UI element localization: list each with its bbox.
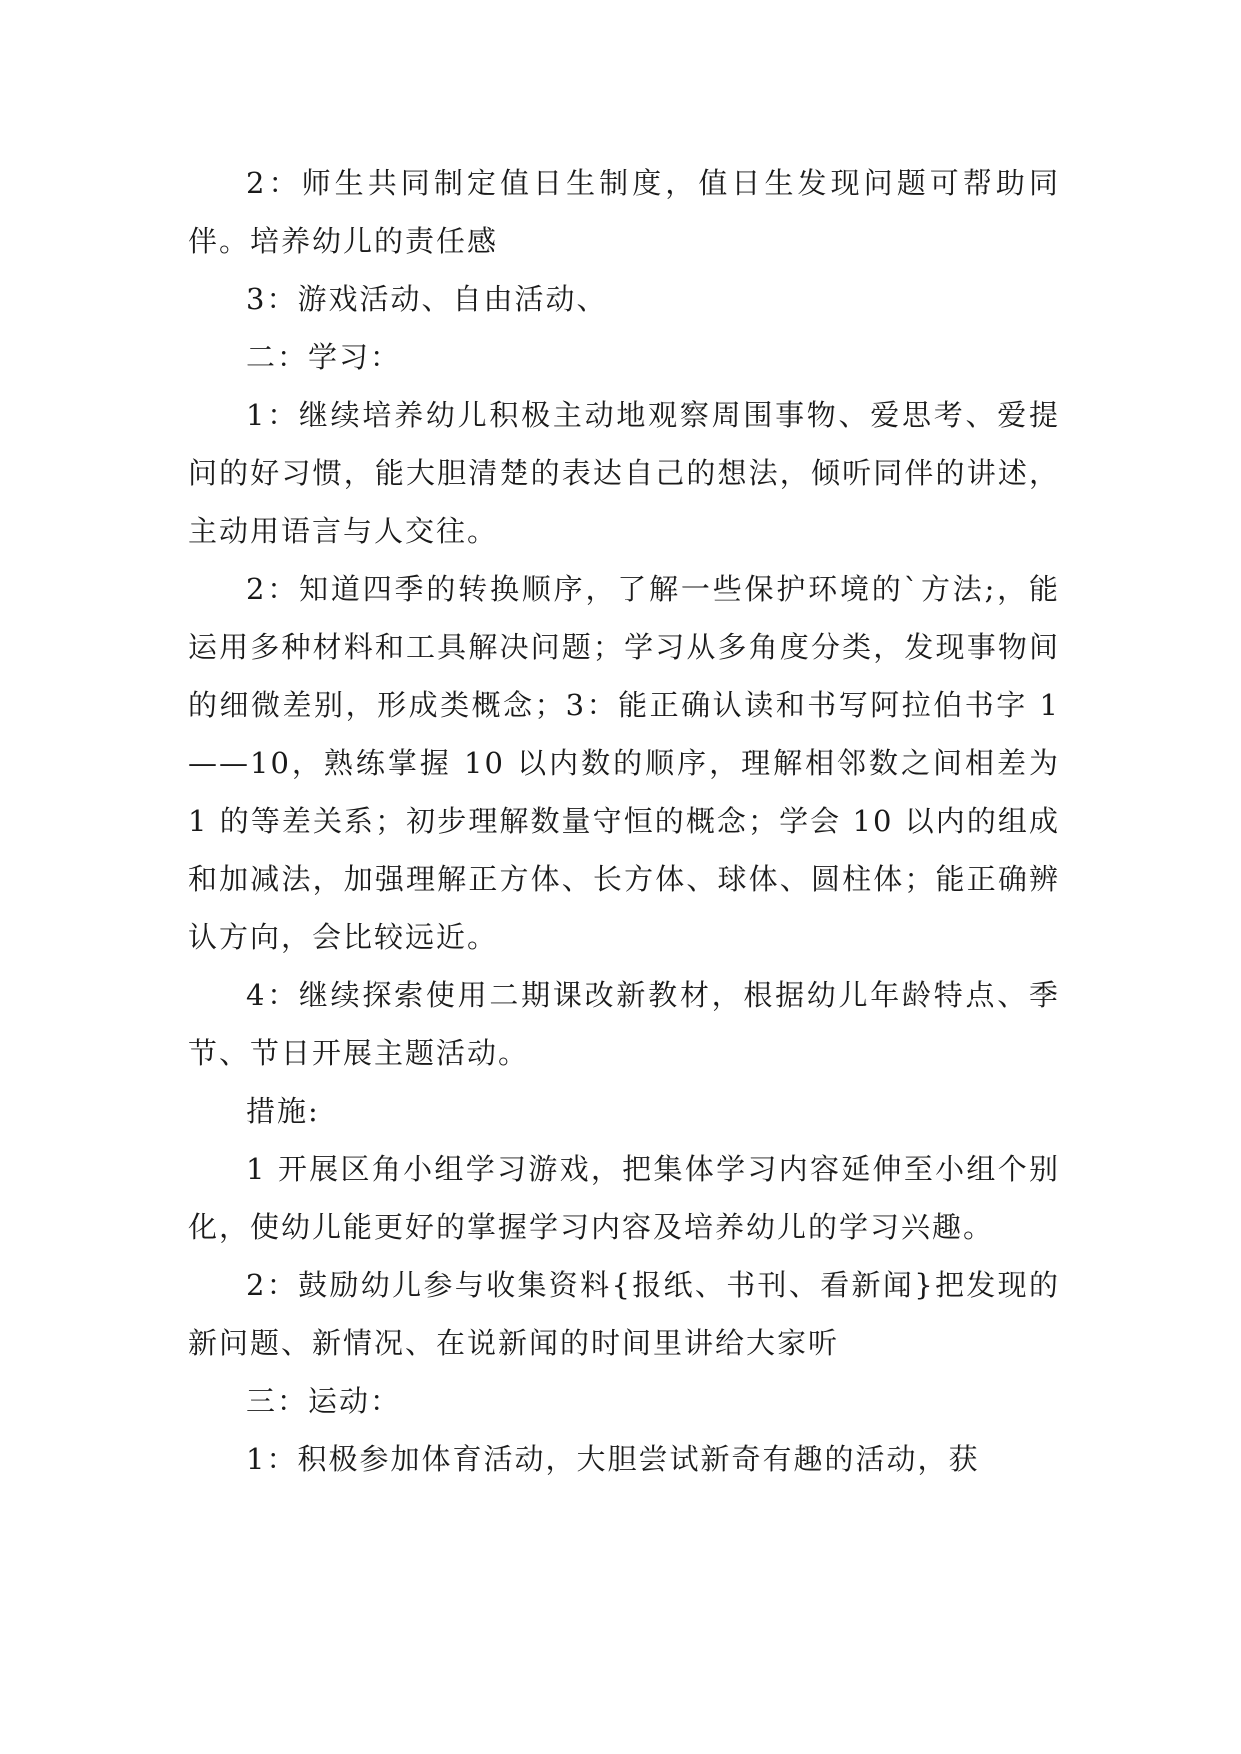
paragraph-learning-goal-4: 4：继续探索使用二期课改新教材，根据幼儿年龄特点、季节、节日开展主题活动。 [188, 978, 1060, 1070]
paragraph-learning-goal-1: 1：继续培养幼儿积极主动地观察周围事物、爱思考、爱提问的好习惯，能大胆清楚的表达自己的想法，倾听同伴的讲述，主动用语言与人交往。 [188, 398, 1060, 548]
paragraph-measure-2: 2：鼓励幼儿参与收集资料{报纸、书刊、看新闻}把发现的新问题、新情况、在说新闻的时间里讲给大家听 [188, 1268, 1060, 1360]
section-heading-measures: 措施: [246, 1094, 320, 1128]
paragraph-sports-goal-1: 1：积极参加体育活动，大胆尝试新奇有趣的活动，获 [246, 1442, 980, 1476]
paragraph-measure-1: 1 开展区角小组学习游戏，把集体学习内容延伸至小组个别化，使幼儿能更好的掌握学习内容及培养幼儿的学习兴趣。 [188, 1152, 1060, 1244]
paragraph-game-activities: 3：游戏活动、自由活动、 [246, 282, 608, 316]
paragraph-learning-goal-2-3: 2：知道四季的转换顺序，了解一些保护环境的`方法;，能运用多种材料和工具解决问题；学习从多角度分类，发现事物间的细微差别，形成类概念；3：能正确认读和书写阿拉伯书字 1——10，熟练掌握 10 以内数的顺序，理解相邻数之间相差为 1 的等差关系；初步理解数量守恒的概念；学会 10 以内的组成和加减法，加强理解正方体、长方体、球体、圆柱体；能正确辨认方向，会比较远近。 [188, 572, 1060, 954]
document-page [188, 154, 1060, 1488]
section-heading-sports: 三：运动： [246, 1384, 402, 1418]
paragraph-duty-system: 2：师生共同制定值日生制度，值日生发现问题可帮助同伴。培养幼儿的责任感 [188, 166, 1060, 258]
section-heading-learning: 二：学习： [246, 340, 402, 374]
